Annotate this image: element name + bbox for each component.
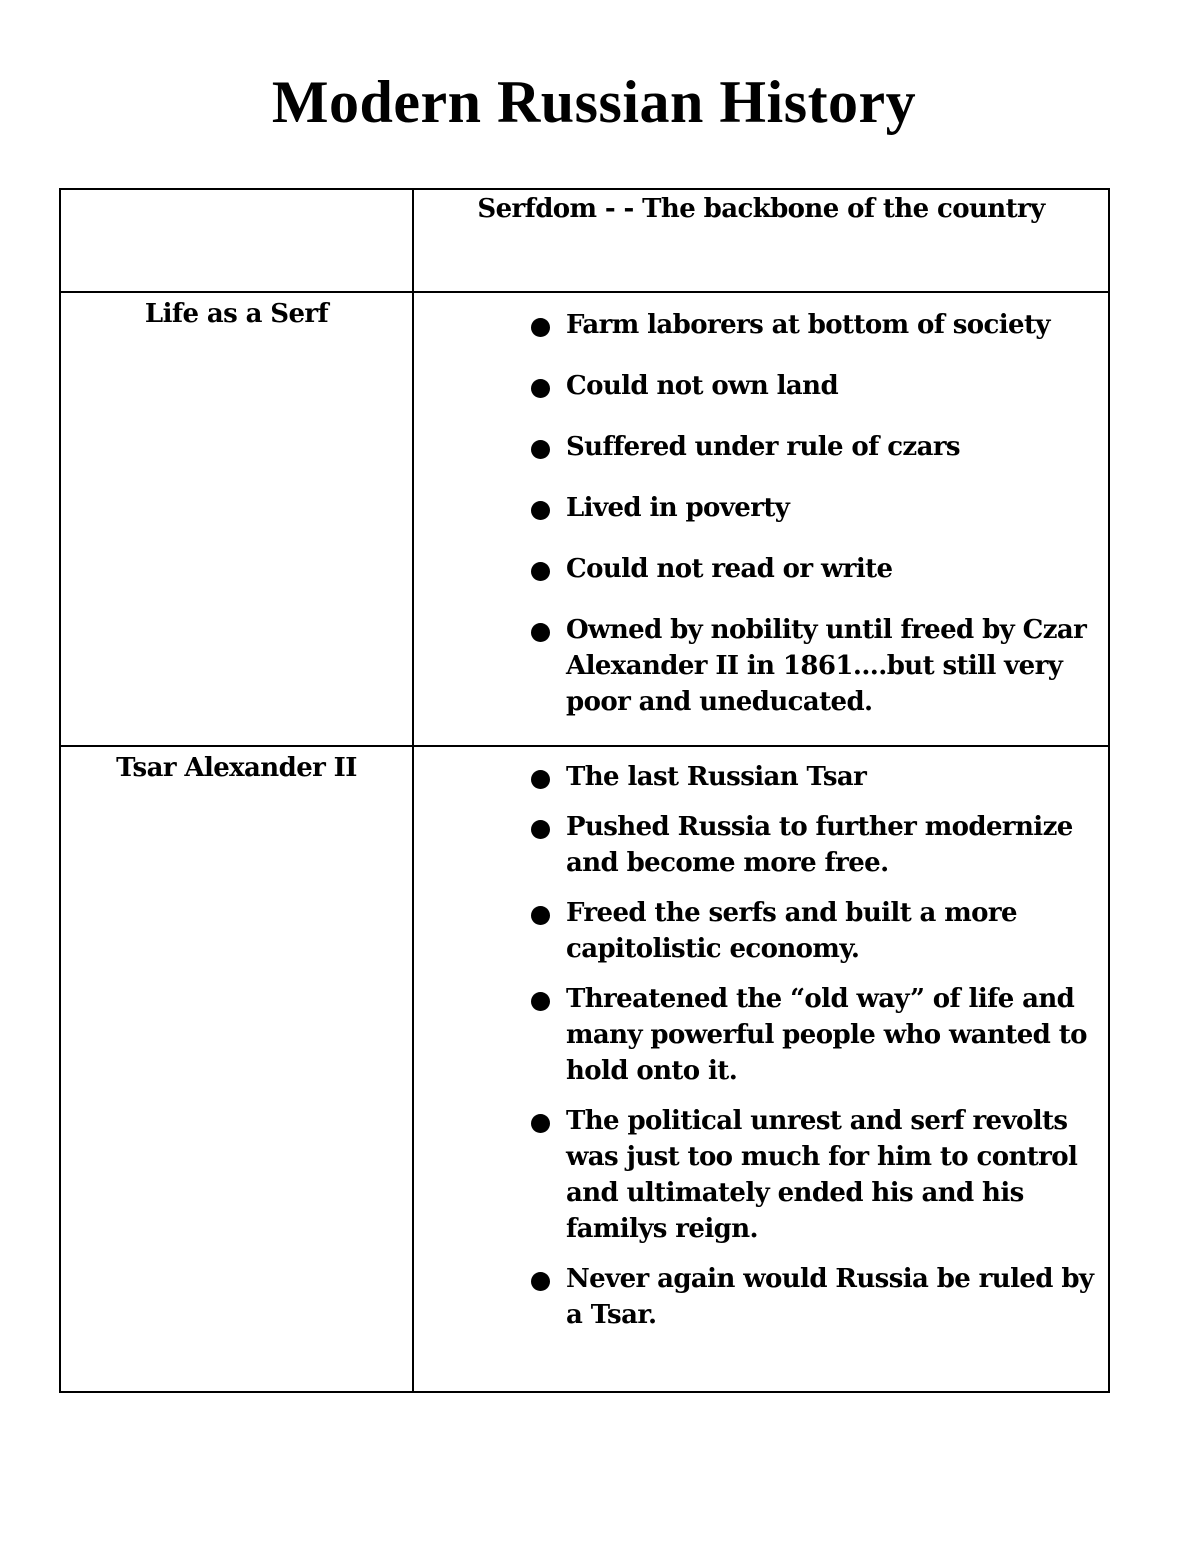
bullet-item (566, 551, 1098, 587)
table-row-tsar-alexander (60, 746, 1109, 1392)
bullet-text: The political unrest and serf revolts was just too much for him to control and ultimately ended his and his familys reign. (566, 1106, 1078, 1244)
topic-label: Life as a Serf (144, 299, 329, 329)
topic-label: Tsar Alexander II (116, 753, 357, 783)
bullet-text: The last Russian Tsar (566, 762, 867, 792)
bullet-list (414, 293, 1108, 720)
notes-table (59, 188, 1110, 1393)
header-notes-label: Serfdom - - The backbone of the country (477, 194, 1045, 224)
bullet-dot-icon (531, 906, 550, 925)
bullet-dot-icon (531, 379, 550, 398)
bullet-dot-icon (531, 770, 550, 789)
bullet-dot-icon (531, 440, 550, 459)
bullet-item (566, 1103, 1098, 1247)
bullet-text: Lived in poverty (566, 493, 790, 523)
bullet-list (414, 747, 1108, 1333)
bullet-item (566, 490, 1098, 526)
bullet-dot-icon (531, 992, 550, 1011)
bullet-text: Pushed Russia to further modernize and become more free. (566, 812, 1073, 878)
bullet-item (566, 612, 1098, 720)
bullet-item (566, 759, 1098, 795)
bullet-dot-icon (531, 1272, 550, 1291)
table-header-row (60, 189, 1109, 292)
bullet-text: Suffered under rule of czars (566, 432, 960, 462)
bullet-dot-icon (531, 820, 550, 839)
bullet-text: Could not own land (566, 371, 839, 401)
bullet-dot-icon (531, 623, 550, 642)
bullet-text: Threatened the “old way” of life and many powerful people who wanted to hold onto it. (566, 984, 1087, 1086)
header-topic-cell (60, 189, 413, 292)
notes-cell (413, 292, 1109, 746)
notes-cell (413, 746, 1109, 1392)
bullet-text: Owned by nobility until freed by Czar Alexander II in 1861....but still very poor and uneducated. (566, 615, 1087, 717)
bullet-item (566, 1261, 1098, 1333)
topic-cell (60, 292, 413, 746)
bullet-text: Could not read or write (566, 554, 893, 584)
bullet-text: Farm laborers at bottom of society (566, 310, 1050, 340)
bullet-item (566, 895, 1098, 967)
bullet-text: Freed the serfs and built a more capitolistic economy. (566, 898, 1017, 964)
page-title: Modern Russian History (271, 69, 917, 135)
topic-cell (60, 746, 413, 1392)
bullet-item (566, 429, 1098, 465)
bullet-text: Never again would Russia be ruled by a Tsar. (566, 1264, 1094, 1330)
bullet-item (566, 368, 1098, 404)
bullet-item (566, 307, 1098, 343)
header-topic-label (61, 190, 412, 194)
header-notes-cell (413, 189, 1109, 292)
bullet-dot-icon (531, 501, 550, 520)
table-row-life-as-serf (60, 292, 1109, 746)
bullet-item (566, 981, 1098, 1089)
bullet-dot-icon (531, 318, 550, 337)
bullet-dot-icon (531, 562, 550, 581)
bullet-dot-icon (531, 1114, 550, 1133)
bullet-item (566, 809, 1098, 881)
